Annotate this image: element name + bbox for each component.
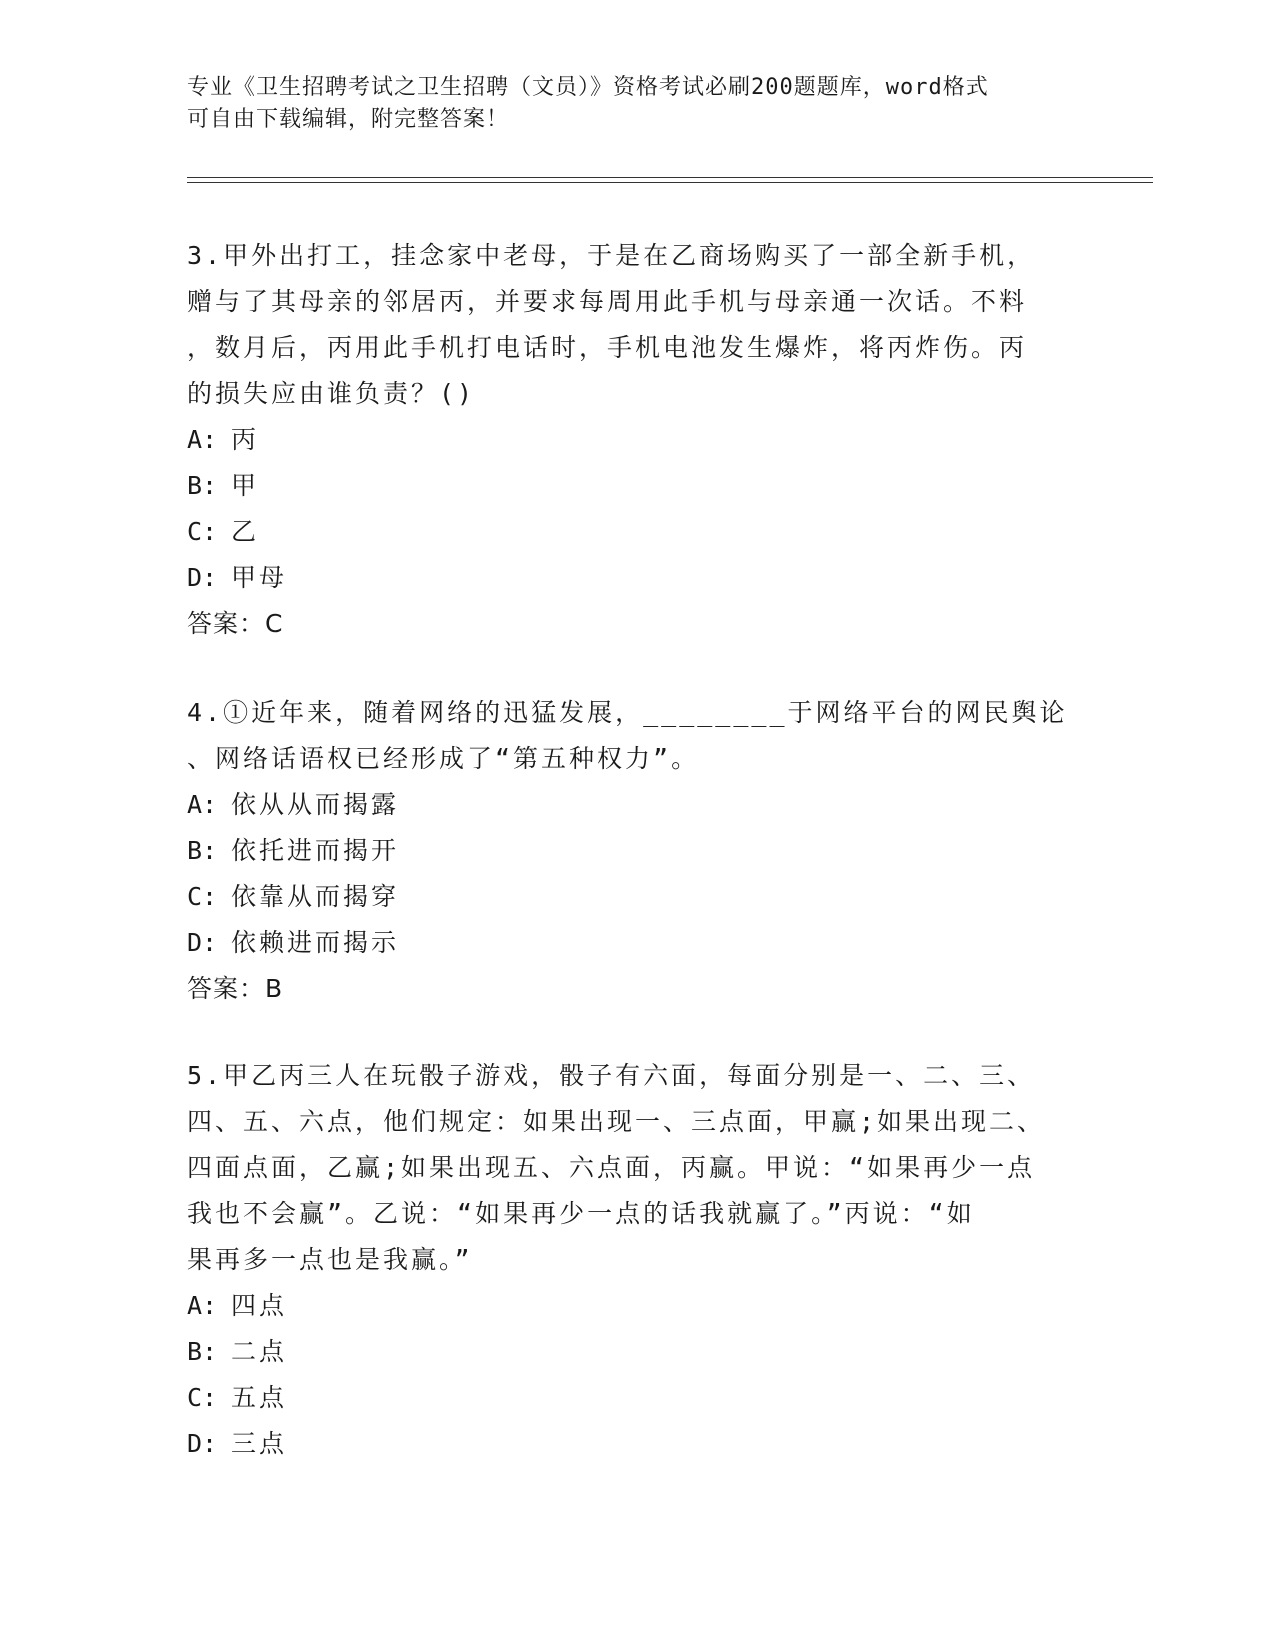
option-b [187,828,1067,874]
option-b [187,1329,1067,1375]
stem-line: 果再多一点也是我赢。” [187,1245,473,1274]
option-key: C: [187,882,218,911]
stem-line: 3.甲外出打工，挂念家中老母，于是在乙商场购买了一部全新手机， [187,241,1036,270]
stem-line: 的损失应由谁负责？() [187,379,476,408]
option-d [187,920,1067,966]
option-a [187,417,1067,463]
option-text: 依靠从而揭穿 [231,882,400,911]
option-c [187,509,1067,555]
option-b [187,463,1067,509]
option-text: 甲 [231,471,260,500]
option-text: 依托进而揭开 [231,836,400,865]
question-stem [187,690,1067,782]
option-text: 五点 [231,1383,288,1412]
option-text: 四点 [231,1291,288,1320]
question-stem [187,233,1067,417]
option-a [187,782,1067,828]
stem-line: 四、五、六点，他们规定：如果出现一、三点面，甲赢;如果出现二、 [187,1107,1046,1136]
answer-line: 答案：B [187,974,284,1003]
option-text: 甲母 [231,563,288,592]
header-divider-top [187,177,1153,178]
option-key: A: [187,790,218,819]
option-key: D: [187,928,218,957]
question-stem [187,1053,1067,1283]
header-line-2: 可自由下载编辑，附完整答案！ [187,107,510,132]
stem-line: 我也不会赢”。乙说：“如果再少一点的话我就赢了。”丙说：“如 [187,1199,975,1228]
option-key: B: [187,1337,218,1366]
option-key: B: [187,836,218,865]
option-key: D: [187,1429,218,1458]
option-d [187,555,1067,601]
option-key: A: [187,425,218,454]
stem-line: 四面点面，乙赢;如果出现五、六点面，丙赢。甲说：“如果再少一点 [187,1153,1036,1182]
option-text: 丙 [231,425,260,454]
answer-line: 答案：C [187,609,284,638]
option-key: A: [187,1291,218,1320]
question-4 [187,690,1067,1012]
document-header [187,72,1067,136]
option-text: 依从从而揭露 [231,790,400,819]
option-key: D: [187,563,218,592]
option-c [187,874,1067,920]
option-text: 依赖进而揭示 [231,928,400,957]
stem-line: 赠与了其母亲的邻居丙，并要求每周用此手机与母亲通一次话。不料 [187,287,1028,316]
option-text: 二点 [231,1337,288,1366]
option-text: 乙 [231,517,260,546]
option-c [187,1375,1067,1421]
stem-line: 4.①近年来，随着网络的迅猛发展，________于网络平台的网民舆论 [187,698,1068,727]
option-d [187,1421,1067,1467]
question-3 [187,233,1067,647]
option-key: B: [187,471,218,500]
header-line-1: 专业《卫生招聘考试之卫生招聘（文员）》资格考试必刷200题题库，word格式 [187,75,989,100]
option-key: C: [187,1383,218,1412]
stem-line: 5.甲乙丙三人在玩骰子游戏，骰子有六面，每面分别是一、二、三、 [187,1061,1036,1090]
stem-line: ，数月后，丙用此手机打电话时，手机电池发生爆炸，将丙炸伤。丙 [187,333,1028,362]
option-text: 三点 [231,1429,288,1458]
option-key: C: [187,517,218,546]
header-divider-bottom [187,182,1153,183]
question-5 [187,1053,1067,1467]
stem-line: 、网络话语权已经形成了“第五种权力”。 [187,744,700,773]
option-a [187,1283,1067,1329]
